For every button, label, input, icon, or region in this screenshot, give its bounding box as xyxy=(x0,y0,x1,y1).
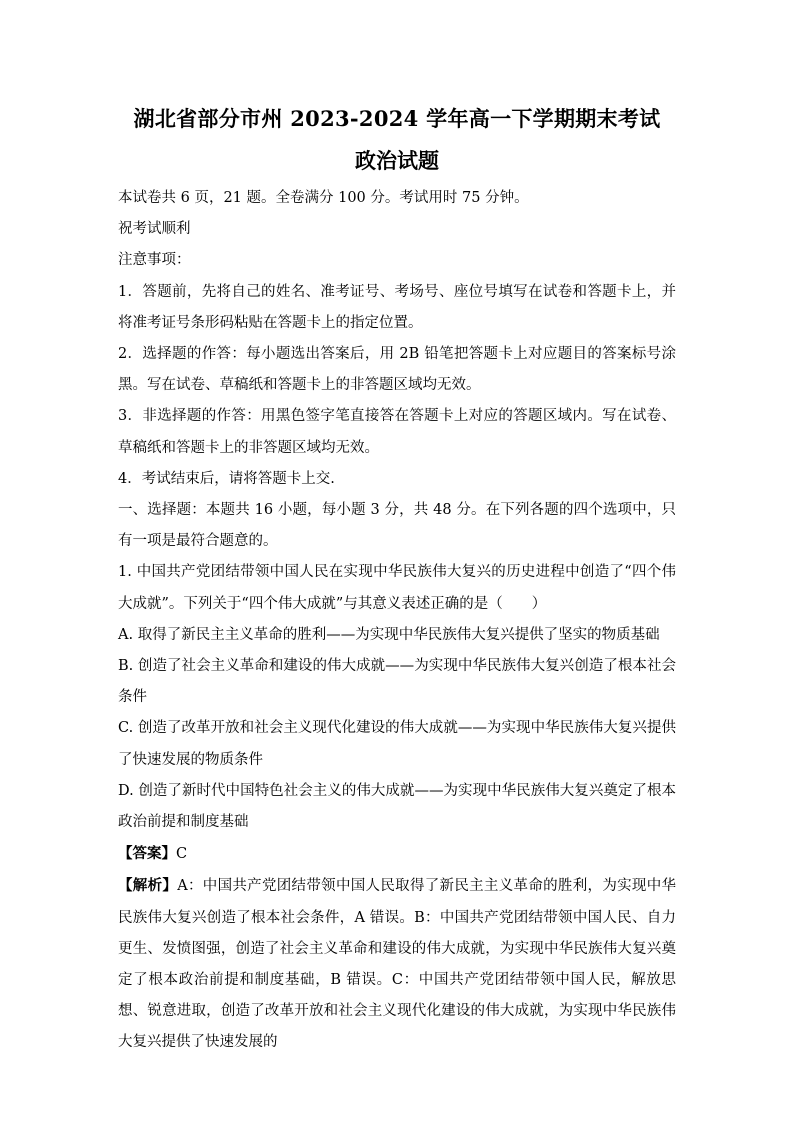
option-c: C. 创造了改革开放和社会主义现代化建设的伟大成就——为实现中华民族伟大复兴提供了快速发展的物质条件 xyxy=(118,720,676,768)
note-item-2: 2．选择题的作答：每小题选出答案后，用 2B 铅笔把答题卡上对应题目的答案标号涂黑。写在试卷、草稿纸和答题卡上的非答题区域均无效。 xyxy=(118,346,676,394)
exam-title: 湖北省部分市州 2023-2024 学年高一下学期期末考试 xyxy=(133,106,661,131)
notes-heading: 注意事项： xyxy=(118,252,191,269)
section-heading: 一、选择题：本题共 16 小题，每小题 3 分，共 48 分。在下列各题的四个选项中，只有一项是最符合题意的。 xyxy=(118,502,676,550)
question-stem: 1. 中国共产党团结带领中国人民在实现中华民族伟大复兴的历史进程中创造了“四个伟大成就”。下列关于“四个伟大成就”与其意义表述正确的是（ ） xyxy=(118,564,676,612)
exam-wish: 祝考试顺利 xyxy=(118,221,191,238)
note-item-3: 3．非选择题的作答：用黑色签字笔直接答在答题卡上对应的答题区域内。写在试卷、草稿纸和答题卡上的非答题区域均无效。 xyxy=(118,408,676,456)
note-item-1: 1．答题前，先将自己的姓名、准考证号、考场号、座位号填写在试卷和答题卡上，并将准考证号条形码粘贴在答题卡上的指定位置。 xyxy=(118,283,676,331)
answer-value: C xyxy=(176,846,188,863)
option-b: B. 创造了社会主义革命和建设的伟大成就——为实现中华民族伟大复兴创造了根本社会条件 xyxy=(118,658,676,706)
analysis-text: A：中国共产党团结带领中国人民取得了新民主主义革命的胜利，为实现中华民族伟大复兴创造了根本社会条件，A 错误。B：中国共产党团结带领中国人民、自力更生、发愤图强，创造了社会主义革命和建设的伟大成就，为实现中华民族伟大复兴奠定了根本政治前提和制度基础，B 错误。C：中国共产党团结带领中国人民，解放思想、锐意进取，创造了改革开放和社会主义现代化建设的伟大成就，为实现中华民族伟大复兴提供了快速发展的 xyxy=(118,878,677,1051)
exam-info: 本试卷共 6 页，21 题。全卷满分 100 分。考试用时 75 分钟。 xyxy=(118,190,529,206)
analysis-paragraph xyxy=(118,870,676,1058)
option-d: D. 创造了新时代中国特色社会主义的伟大成就——为实现中华民族伟大复兴奠定了根本政治前提和制度基础 xyxy=(118,782,676,831)
answer-label: 【答案】 xyxy=(118,845,176,863)
exam-subtitle: 政治试题 xyxy=(355,148,439,173)
note-item-4: 4．考试结束后，请将答题卡上交. xyxy=(118,470,335,487)
answer-line xyxy=(118,838,676,870)
analysis-label: 【解析】 xyxy=(118,877,178,895)
option-a: A. 取得了新民主主义革命的胜利——为实现中华民族伟大复兴提供了坚实的物质基础 xyxy=(118,626,660,643)
